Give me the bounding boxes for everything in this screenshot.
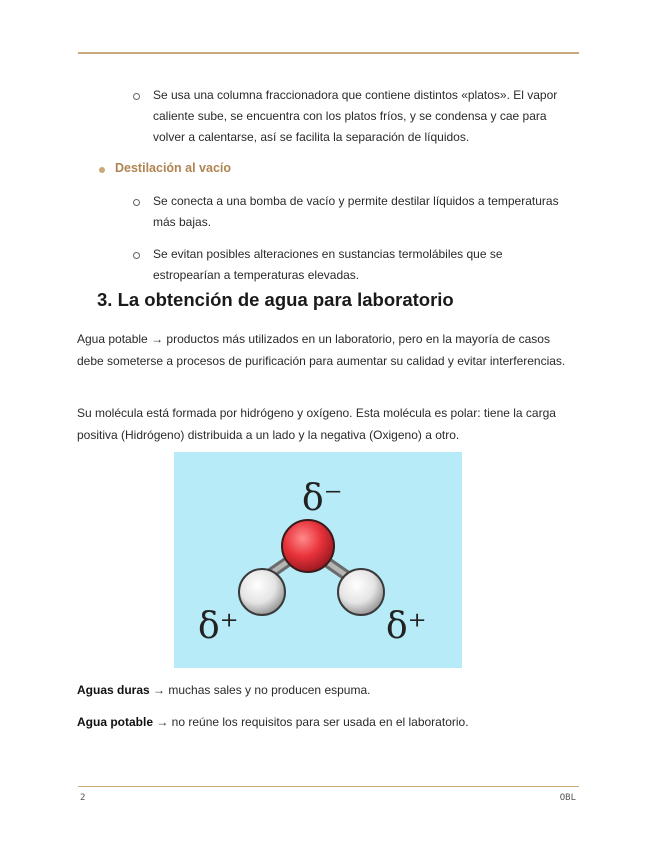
header-rule — [78, 52, 579, 54]
bullet-dot — [99, 167, 105, 173]
term: Aguas duras — [77, 683, 150, 697]
hydrogen-atom — [338, 569, 384, 615]
paragraph: Su molécula está formada por hidrógeno y oxígeno. Esta molécula es polar: tiene la carga positiva (Hidrógeno) distribuida a un lado y la negativa (Oxigeno) a otro. — [77, 406, 556, 442]
delta-minus-label: δ⁻ — [302, 478, 343, 519]
term-line — [77, 683, 370, 697]
water-molecule-illustration — [174, 452, 462, 668]
list-item-text: Se evitan posibles alteraciones en sustancias termolábiles que se estropearían a temperaturas elevadas. — [153, 247, 503, 282]
section-heading: 3. La obtención de agua para laboratorio — [97, 289, 454, 310]
oxygen-atom — [282, 520, 334, 572]
footer-initials: OBL — [559, 793, 576, 803]
water-molecule-figure — [174, 452, 462, 668]
sub-bullet-circle — [133, 252, 140, 259]
list-item-text: Se conecta a una bomba de vacío y permite destilar líquidos a temperaturas más bajas. — [153, 194, 559, 229]
hydrogen-atom — [239, 569, 285, 615]
term: Agua potable — [77, 715, 154, 729]
sub-bullet-circle — [133, 199, 140, 206]
paragraph: Agua potable → productos más utilizados en un laboratorio, pero en la mayoría de casos debe someterse a procesos de purificación para aumentar su calidad y evitar interferencias. — [77, 332, 566, 368]
term-line — [77, 715, 469, 729]
footer-rule — [78, 786, 579, 787]
term-definition: → no reúne los requisitos para ser usada en el laboratorio. — [153, 715, 469, 729]
bullet-heading: Destilación al vacío — [115, 161, 232, 175]
delta-plus-label: δ⁺ — [198, 606, 239, 647]
term-definition: → muchas sales y no producen espuma. — [149, 683, 371, 697]
list-item-text: Se usa una columna fraccionadora que contiene distintos «platos». El vapor caliente sube, se encuentra con los platos fríos, y se condensa y cae para volver a calentarse, así se facilita la separación de líquidos. — [153, 88, 558, 144]
sub-bullet-circle — [133, 93, 140, 100]
page-number: 2 — [80, 793, 86, 803]
delta-plus-label: δ⁺ — [386, 606, 427, 647]
